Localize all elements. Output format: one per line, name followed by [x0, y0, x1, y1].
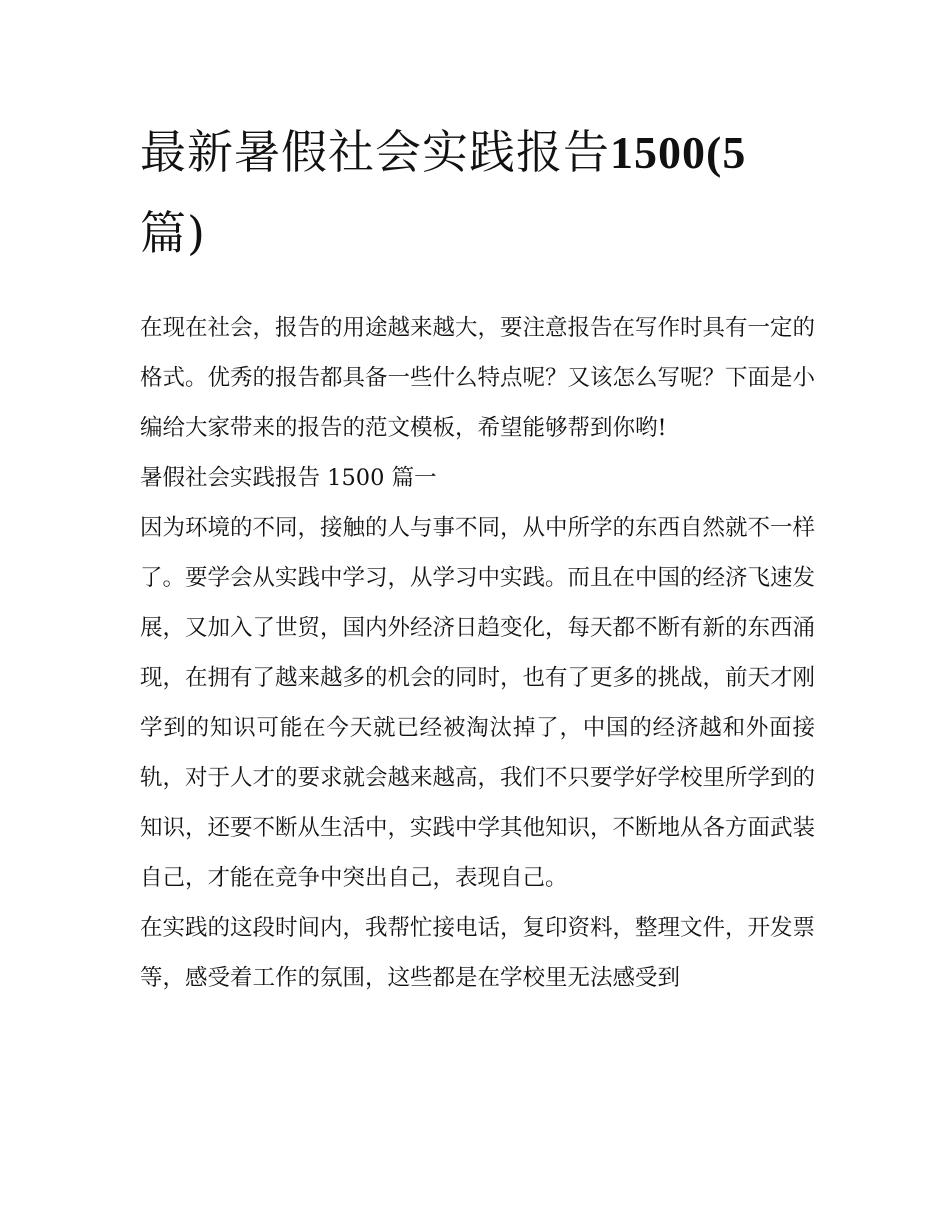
body-paragraph-1: 因为环境的不同，接触的人与事不同，从中所学的东西自然就不一样了。要学会从实践中学习，从学习中实践。而且在中国的经济飞速发展，又加入了世贸，国内外经济日趋变化，每天都不断有新的东西涌现，在拥有了越来越多的机会的同时，也有了更多的挑战，前天才刚学到的知识可能在今天就已经被淘汰掉了，中国的经济越和外面接轨，对于人才的要求就会越来越高，我们不只要学好学校里所学到的知识，还要不断从生活中，实践中学其他知识，不断地从各方面武装自己，才能在竞争中突出自己，表现自己。: [140, 515, 816, 891]
section-heading: 暑假社会实践报告 1500 篇一: [140, 465, 437, 491]
document-body: [140, 112, 815, 1003]
title-prefix: 最新暑假社会实践报告: [140, 125, 610, 179]
page-title: [140, 112, 815, 273]
title-suffix: 篇): [140, 206, 206, 260]
intro-paragraph: 在现在社会，报告的用途越来越大，要注意报告在写作时具有一定的格式。优秀的报告都具备一些什么特点呢？又该怎么写呢？下面是小编给大家带来的报告的范文模板，希望能够帮到你哟!: [140, 315, 816, 441]
body-paragraph-2: 在实践的这段时间内，我帮忙接电话，复印资料，整理文件，开发票等，感受着工作的氛围，这些都是在学校里无法感受到: [140, 915, 816, 991]
intro-block: [140, 303, 815, 453]
title-number: 1500(5: [610, 127, 747, 178]
